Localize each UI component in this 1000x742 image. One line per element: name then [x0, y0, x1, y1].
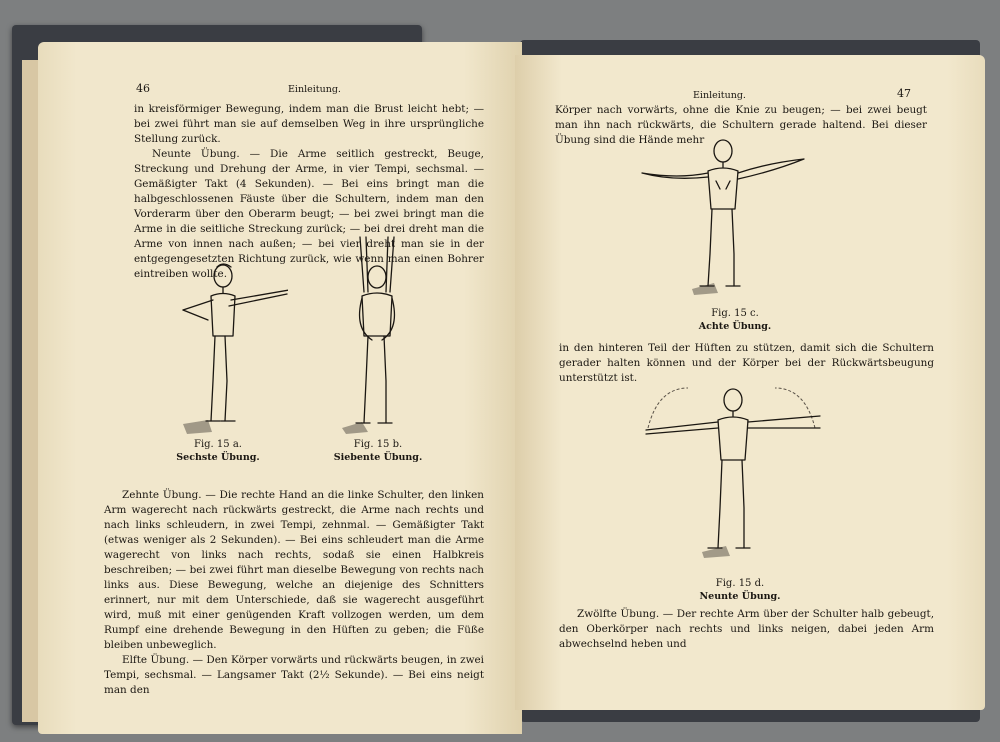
paragraph: Neunte Übung. — Die Arme seitlich gestreckt, Beuge, Streckung und Drehung der Arme, in vier Tempi, sechsmal. — Gemäßigter Takt (4 Sekunden). — Bei eins bringt man die halbgeschlossenen Fäuste über die Schultern, indem man den Vorderarm über den Oberarm beugt; — bei zwei bringt man die Arme in die seitliche Streckung zurück; — bei drei dreht man die Arme von innen nach außen; — bei vier dreht man sie in der entgegengesetzten Richtung zurück, wie wenn man einen Bohrer eintreiben wollte.	[134, 148, 484, 280]
paragraph: Zwölfte Übung. — Der rechte Arm über der Schulter halb gebeugt, den Oberkörper nach rechts und links neigen, dabei jeden Arm abwechselnd heben und	[559, 608, 934, 650]
figure-15a-illustration	[173, 254, 288, 444]
page-number: 47	[897, 87, 911, 100]
left-page	[38, 42, 522, 734]
figure-15d-illustration	[640, 380, 825, 570]
figure-15c-caption	[675, 307, 795, 333]
page-number: 46	[136, 82, 150, 95]
figure-15b-caption	[318, 438, 438, 464]
figure-label: Fig. 15 d.	[715, 578, 765, 589]
figure-title: Sechste Übung.	[176, 452, 260, 463]
text-block-bottom	[559, 607, 934, 652]
figure-title: Siebente Übung.	[333, 452, 423, 463]
running-head: Einleitung.	[693, 90, 746, 101]
figure-title: Neunte Übung.	[699, 591, 781, 602]
figure-label: Fig. 15 a.	[194, 439, 242, 450]
paragraph: Elfte Übung. — Den Körper vorwärts und rückwärts beugen, in zwei Tempi, sechsmal. — Langsamer Takt (2½ Sekunde). — Bei eins neigt man den	[104, 654, 484, 696]
running-head: Einleitung.	[288, 84, 341, 95]
text-block-bottom	[104, 488, 484, 698]
figure-label: Fig. 15 b.	[353, 439, 403, 450]
paragraph: in kreisförmiger Bewegung, indem man die Brust leicht hebt; — bei zwei führt man sie auf demselben Weg in ihre ursprüngliche Stellung zurück.	[134, 103, 484, 145]
right-page	[515, 55, 985, 710]
figure-label: Fig. 15 c.	[711, 308, 759, 319]
paragraph: in den hinteren Teil der Hüften zu stützen, damit sich die Schultern gerader halten können und der Körper bei der Rückwärtsbeugung unterstützt ist.	[559, 342, 934, 384]
figure-15b-illustration	[338, 232, 418, 442]
paragraph: Körper nach vorwärts, ohne die Knie zu beugen; — bei zwei beugt man ihn nach rückwärts, die Schultern gerade haltend. Bei dieser Übung sind die Hände mehr	[555, 104, 927, 146]
figure-15d-caption	[680, 577, 800, 603]
figure-15c-illustration	[640, 135, 810, 300]
paragraph: Zehnte Übung. — Die rechte Hand an die linke Schulter, den linken Arm wagerecht nach rückwärts gestreckt, die Arme nach rechts und nach links schleudern, in zwei Tempi, zehnmal. — Gemäßigter Takt (etwas weniger als 2 Sekunden). — Bei eins schleudert man die Arme wagerecht von links nach rechts, sodaß sie einen Halbkreis beschreiben; — bei zwei führt man dieselbe Bewegung von rechts nach links aus. Diese Bewegung, welche an diejenige des Schnitters erinnert, nur mit dem Unterschiede, daß sie wagerecht ausgeführt wird, muß mit einer genügenden Kraft vollzogen werden, um dem Rumpf eine drehende Bewegung in den Hüften zu geben; die Füße bleiben unbeweglich.	[104, 489, 484, 651]
figure-title: Achte Übung.	[698, 321, 772, 332]
figure-15a-caption	[158, 438, 278, 464]
